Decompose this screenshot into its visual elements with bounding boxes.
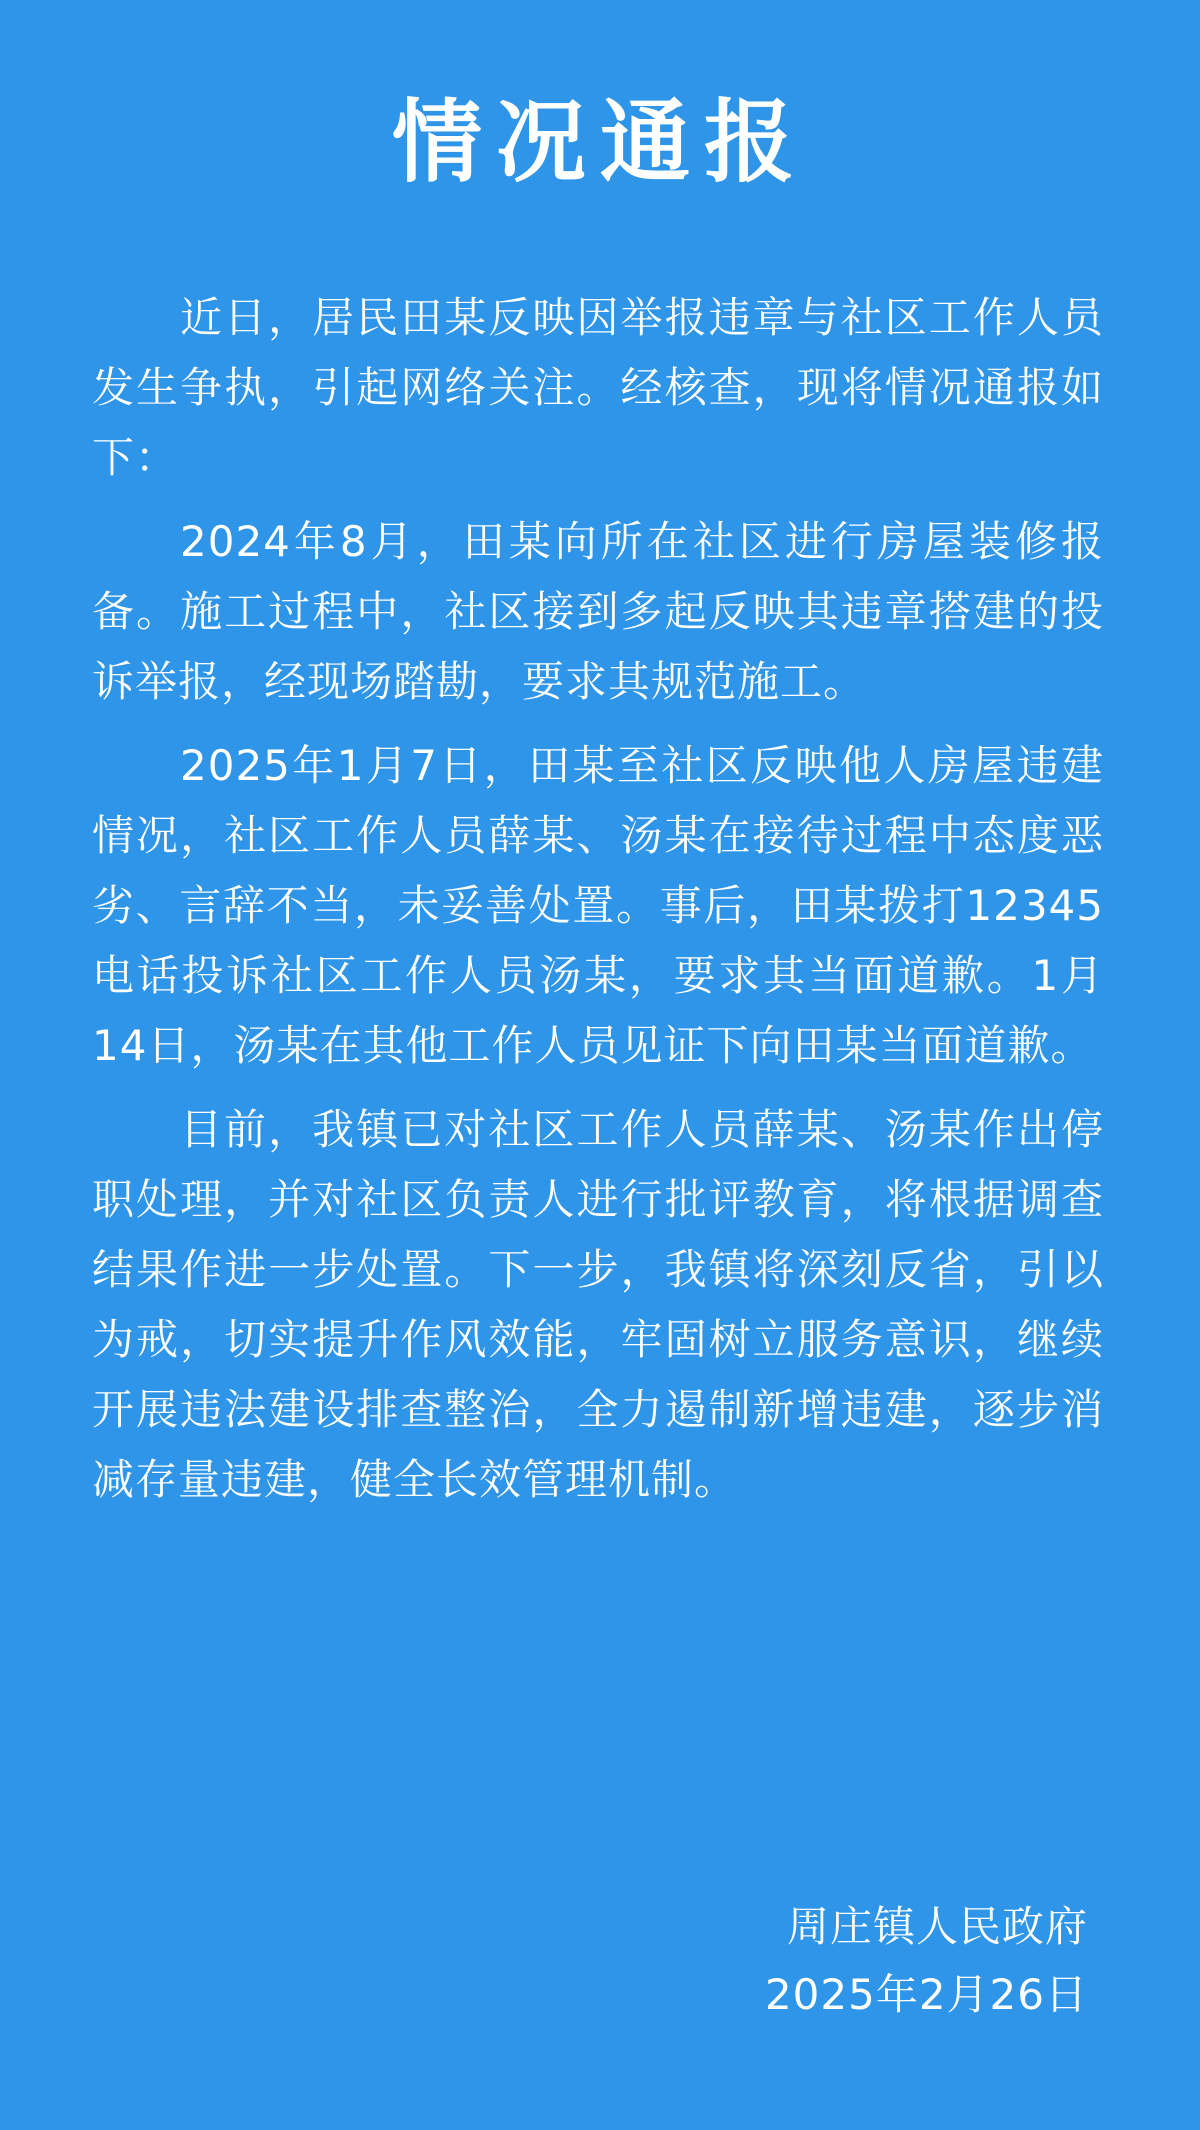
notice-title: 情况通报	[392, 90, 808, 195]
issue-date: 2025年2月26日	[764, 1970, 1088, 2019]
paragraph-2024-background: 2024年8月，田某向所在社区进行房屋装修报备。施工过程中，社区接到多起反映其违章搭建的投诉举报，经现场踏勘，要求其规范施工。	[92, 517, 1104, 706]
notice-body	[92, 283, 1104, 1529]
paragraph-2025-incident: 2025年1月7日，田某至社区反映他人房屋违建情况，社区工作人员薛某、汤某在接待过程中态度恶劣、言辞不当，未妥善处置。事后，田某拨打12345电话投诉社区工作人员汤某，要求其当面道歉。1月14日，汤某在其他工作人员见证下向田某当面道歉。	[92, 741, 1104, 1070]
paragraph-intro: 近日，居民田某反映因举报违章与社区工作人员发生争执，引起网络关注。经核查，现将情况通报如下：	[92, 293, 1104, 482]
paragraph-current-action: 目前，我镇已对社区工作人员薛某、汤某作出停职处理，并对社区负责人进行批评教育，将根据调查结果作进一步处置。下一步，我镇将深刻反省，引以为戒，切实提升作风效能，牢固树立服务意识，继续开展违法建设排查整治，全力遏制新增违建，逐步消减存量违建，健全长效管理机制。	[92, 1105, 1104, 1504]
issuer-name: 周庄镇人民政府	[786, 1902, 1088, 1951]
signature-block	[765, 1893, 1088, 2029]
